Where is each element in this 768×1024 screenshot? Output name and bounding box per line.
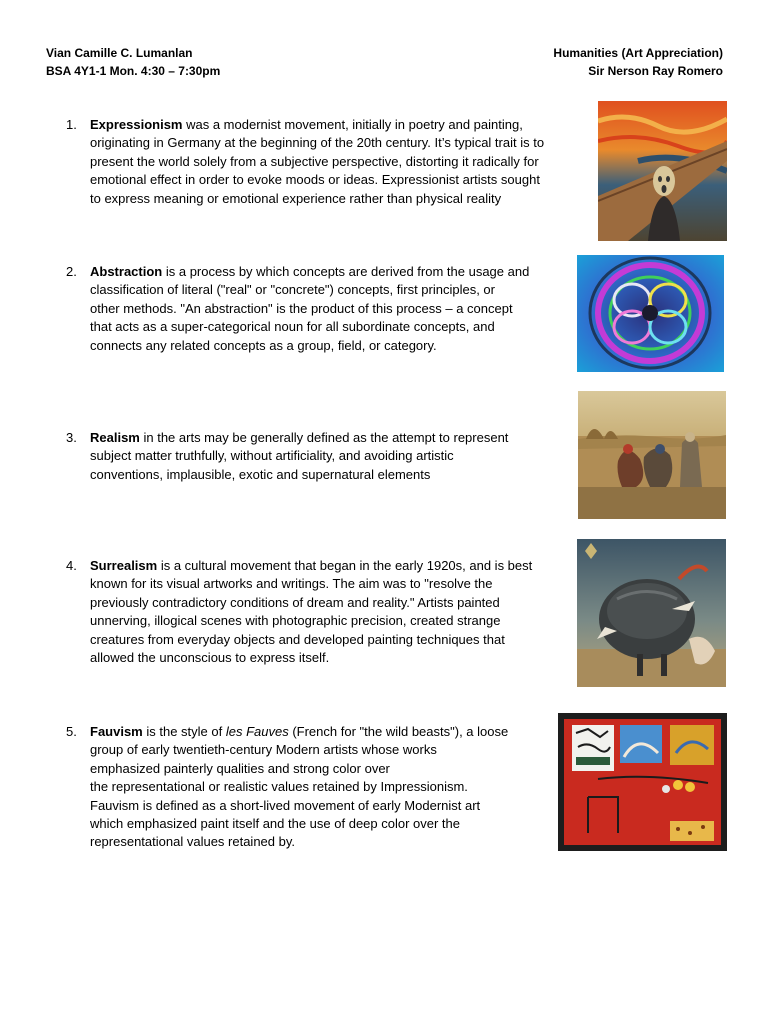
realism-painting-image [578, 391, 726, 519]
item-number: 3. [66, 430, 77, 445]
item-number: 4. [66, 558, 77, 573]
item-text: Surrealism is a cultural movement that began in the early 1920s, and is best known for its visual artworks and writings. The aim was to "resolve the previously contradictory conditions of dream and reality." Artists painted unnerving, illogical scenes with photographic precision, created strange creatures from everyday objects and developed painting techniques that allowed the unconscious to express itself. [90, 558, 533, 666]
subject-title: Humanities (Art Appreciation) [553, 46, 723, 60]
student-name: Vian Camille C. Lumanlan [46, 46, 193, 60]
item-number: 5. [66, 724, 77, 739]
item-text: Realism in the arts may be generally defined as the attempt to represent subject matter truthfully, without artificiality, and avoiding artistic conventions, implausible, exotic and supernatural elements [90, 430, 509, 482]
expressionism-painting-image [598, 101, 727, 241]
item-number: 2. [66, 264, 77, 279]
instructor-name: Sir Nerson Ray Romero [588, 64, 723, 78]
abstraction-artwork-image [577, 255, 724, 372]
term-expressionism: Expressionism [90, 117, 183, 132]
term-abstraction: Abstraction [90, 264, 163, 279]
surrealism-painting-image [577, 539, 726, 687]
fauvism-painting-image [558, 713, 727, 851]
header-left [46, 44, 220, 80]
item-text: Fauvism is the style of les Fauves (French for "the wild beasts"), a loose group of early twentieth-century Modern artists whose works emphasized painterly qualities and strong color over the representational or realistic values retained by Impressionism. Fauvism is defined as a short-lived movement of early Modernist art which emphasized paint itself and the use of deep color over the representational values retained by. [90, 724, 509, 850]
item-text: Expressionism was a modernist movement, initially in poetry and painting, originating in Germany at the beginning of the 20th century. It’s typical trait is to present the world solely from a subjective perspective, distorting it radically for emotional effect in order to evoke moods or ideas. Expressionist artists sought to express meaning or emotional experience rather than physical reality [90, 117, 545, 206]
term-surrealism: Surrealism [90, 558, 158, 573]
term-fauvism: Fauvism [90, 724, 143, 739]
term-realism: Realism [90, 430, 140, 445]
term-les-fauves: les Fauves [225, 724, 289, 739]
section-schedule: BSA 4Y1-1 Mon. 4:30 – 7:30pm [46, 64, 221, 78]
item-text: Abstraction is a process by which concepts are derived from the usage and classification of literal ("real" or "concrete") concepts, first principles, or other methods. "An abstraction" is the product of this process – a concept that acts as a super-categorical noun for all subordinate concepts, and connects any related concepts as a group, field, or category. [90, 264, 530, 353]
header-right [553, 44, 723, 80]
item-number: 1. [66, 117, 77, 132]
